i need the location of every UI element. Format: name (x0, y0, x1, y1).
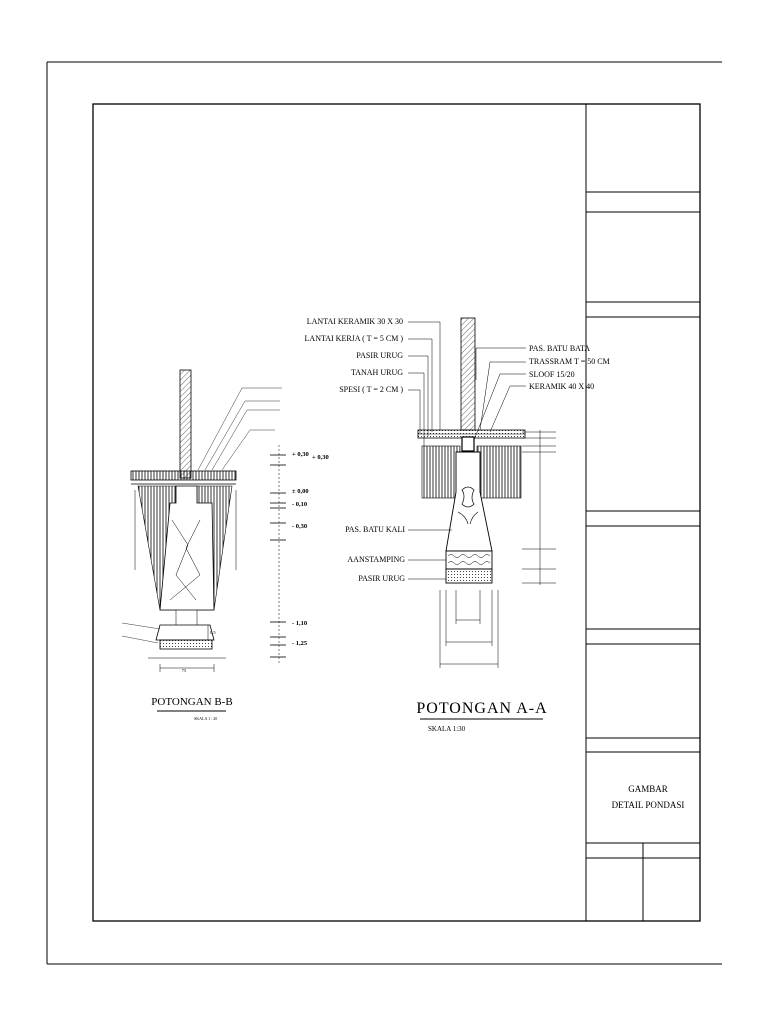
bb-level-2: ± 0,00 (292, 488, 309, 495)
section-bb-title: POTONGAN B-B (151, 696, 233, 708)
bb-level-5: - 1,10 (292, 620, 308, 627)
title-block-drawing-title-line1: GAMBAR (628, 784, 668, 794)
aa-label-pasir-urug-top: PASIR URUG (356, 351, 403, 360)
bb-dim-0: 0,5 (210, 630, 216, 635)
aa-label-pas-batu-kali: PAS. BATU KALI (345, 525, 405, 534)
aa-label-pasir-urug-bottom: PASIR URUG (358, 574, 405, 583)
section-aa-scale: SKALA 1:30 (428, 725, 466, 733)
aa-label-sloof: SLOOF 15/20 (529, 370, 575, 379)
title-block-drawing-title-line2: DETAIL PONDASI (611, 800, 685, 810)
section-bb-scale: SKALA 1 : 20 (194, 716, 218, 721)
section-aa-title: POTONGAN A-A (416, 700, 548, 717)
bb-level-3: - 0,10 (292, 501, 308, 508)
aa-label-lantai-kerja: LANTAI KERJA ( T = 5 CM ) (304, 334, 403, 343)
bb-dim-1: 75 (181, 668, 187, 673)
aa-label-lantai-keramik: LANTAI KERAMIK 30 X 30 (306, 317, 403, 326)
bb-level-1: + 0,30 (312, 454, 329, 461)
bb-level-0: + 0,30 (292, 451, 309, 458)
section-bb-drawing (122, 370, 329, 673)
aa-label-tanah-urug: TANAH URUG (350, 368, 403, 377)
bb-level-6: - 1,25 (292, 640, 308, 647)
aa-label-keramik-40: KERAMIK 40 X 40 (529, 382, 595, 391)
bb-level-4: - 0,30 (292, 523, 308, 530)
aa-label-pas-batu-bata: PAS. BATU BATA (529, 344, 591, 353)
aa-label-aanstamping: AANSTAMPING (347, 555, 405, 564)
title-block (586, 104, 700, 921)
aa-label-trassram: TRASSRAM T = 50 CM (529, 357, 610, 366)
aa-label-spesi: SPESI ( T = 2 CM ) (339, 385, 403, 394)
